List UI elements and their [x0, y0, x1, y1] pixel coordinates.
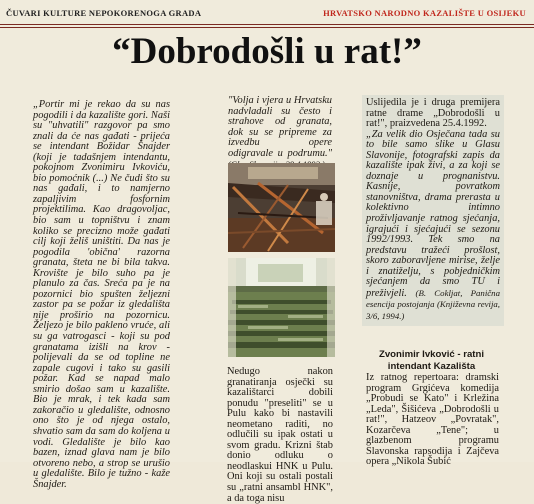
sidebar-box	[362, 95, 504, 326]
sidebar-lead: Uslijedila je i druga premijera ratne drame „Dobrodošli u rat!", praizvedena 25.4.1992.	[366, 97, 500, 130]
sidebar-source: (B. Cokljat, Panična esencija postojanja (Književna revija, 3/6, 1994.)	[366, 287, 500, 321]
article-headline: “Dobrodošli u rat!”	[112, 31, 422, 72]
column-1-text: „Portir mi je rekao da su nas pogodili i da kazalište gori. Naši su "uhvatili" razgovor pa smo znali da će nas gađati - prijeća se intendant Božidar Šnajder (koji je tadašnjem intendantu, pokojnom Zvonimiru Ivkoviću, bio pomoćnik (...) Ne čudi što su nas gađali, i to namjerno zapaljivim fosfornim projektilima. Kao dragovoljac, bio sam u topništvu i znam koliko se precizno može gađati cilj koji želiš uništiti. Da nas je pogodila 'obična' razorna granata, šteta ne bi bila takva. Krovište je bilo suho pa je planulo za čas. Sreća pa je na pozornici bio spušten željezni zastor pa se požar iz gledališta nije proširio na pozornicu. Željezo je bilo pakleno vruće, ali su ga vatrogasci - koji su pod granatama izišli na krov - polijevali da se od topline ne zapale cugovi i tako su gasili požar. Kad se napad malo smirio došao sam u kazalište. Bio je mrak, i tek kada sam zakoračio u gledalište, odnosno ono što je od njega ostalo, shvatio sam da sam do koljena u vodi. Gledalište je bilo kao bazen, iznad glava nam je bilo otvoreno nebo, a strop se urušio u gledalište. Bilo je tužno - kaže Šnajder.	[33, 99, 170, 490]
photo-flooded-auditorium	[228, 258, 335, 357]
burned-roof-image	[228, 163, 335, 252]
photo-caption: Zvonimir Ivković - ratni intendant Kazališta	[378, 349, 485, 372]
flooded-auditorium-image	[228, 258, 335, 357]
column-3-body: Iz ratnog repertoara: dramski program Grgićeva komedija „Probudi se Kato" i Krležina „Leda", Šišićeva „Dobrodošli u rat!", Hatzeov „Povratak", Kozarčeva „Tene"; u glazbenom programu Slavonska rapsodija i Zajčeva opera „Nikola Šubić	[366, 372, 499, 468]
column-2-quote	[228, 96, 332, 171]
column-2-body: Nedugo nakon granatiranja osječki su kazalištarci dobili ponudu "preseliti" se u Pulu kako bi nastavili neometano raditi, no odlučili su ipak ostati u svom gradu. Krizni štab donio odluku o neodlaskui HNK u Pulu. Oni koji su ostali postali su „ratni ansambl HNK", a da toga nisu	[227, 366, 333, 504]
header-right-title: HRVATSKO NARODNO KAZALIŠTE U OSIJEKU	[323, 8, 526, 18]
sidebar-quote-text: „Za velik dio Osječana tada su to bile samo slike u Glasu Slavonije, fotografski zapis da kazalište ipak živi, a za koji se doznaje u prognanistvu. Kasnije, povratkom stanovništva, drama prerasta u kolektivno intimno proživljavanje ratnog sjećanja, igrajući i sjećajući se sezonu 1992/1993. Tek smo na predstavu tražeći prošlost, skoro zaboravljene mirise, želje i znatiželju, s pobjedničkim sjećanjem da smo TU i preživjeli.	[366, 128, 500, 299]
sidebar-quote	[366, 130, 500, 323]
header-rule-bottom	[0, 27, 534, 28]
header-left-title: ČUVARI KULTURE NEPOKORENOGA GRADA	[6, 8, 202, 18]
photo-burned-roof	[228, 163, 335, 252]
quote-text: "Volja i vjera u Hrvatsku nadvladali su često i strahove od granata, dok su se pripreme za izvedbu opere odigravale u podrumu."	[228, 95, 332, 159]
header-rule-top	[0, 24, 534, 25]
